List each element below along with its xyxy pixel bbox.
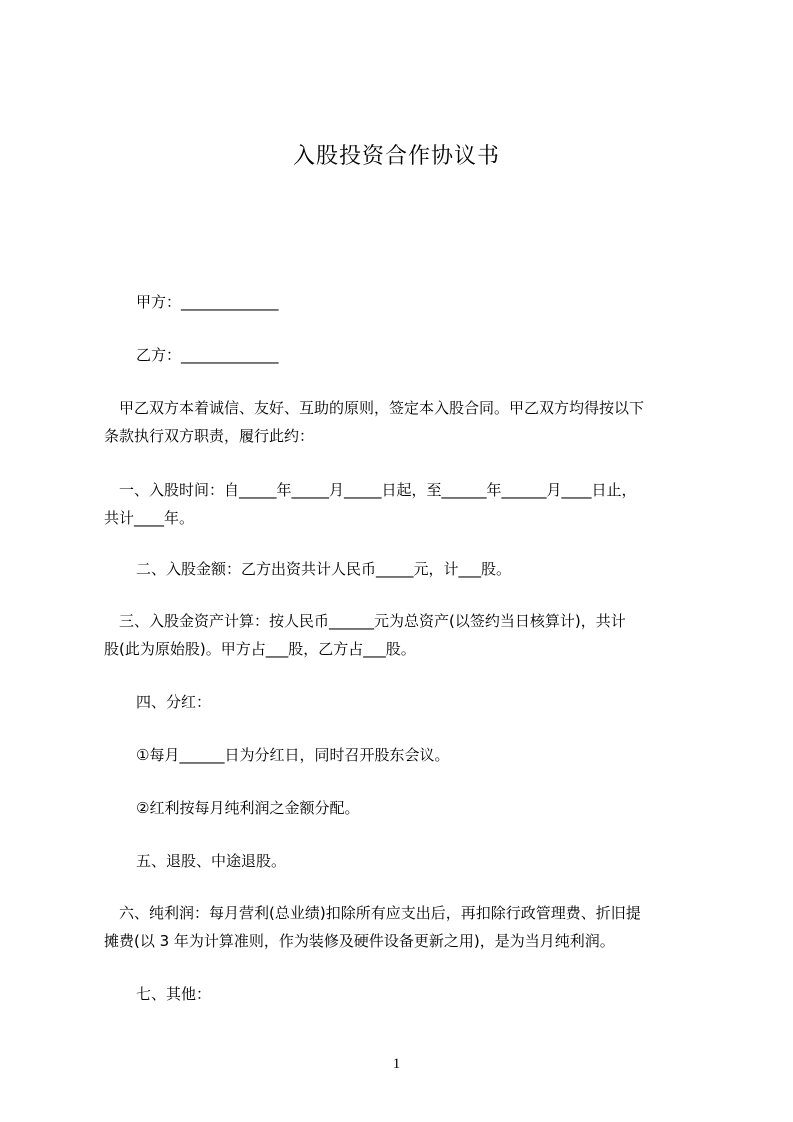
clause6-line2: 摊费(以 3 年为计算准则，作为装修及硬件设备更新之用)，是为当月纯利润。	[104, 932, 615, 950]
clause5-text: 五、退股、中途退股。	[136, 852, 287, 870]
page-number: 1	[392, 1056, 401, 1072]
intro-paragraph-line2: 条款执行双方职责，履行此约：	[104, 427, 315, 445]
clause1-line1: 一、入股时间：自_____年_____月_____日起，至______年______月____日止，	[104, 481, 637, 499]
clause2-text: 二、入股金额：乙方出资共计人民币_____元，计___股。	[136, 560, 512, 578]
party-a-line: 甲方：_____________	[136, 293, 279, 311]
clause3-line1: 三、入股金资产计算：按人民币______元为总资产(以签约当日核算计)，共计	[104, 612, 626, 630]
clause4-heading: 四、分红：	[136, 693, 212, 711]
clause4-item2: ②红利按每月纯利润之金额分配。	[136, 799, 360, 817]
clause6-line1: 六、纯利润：每月营利(总业绩)扣除所有应支出后，再扣除行政管理费、折旧提	[104, 904, 641, 922]
party-b-line: 乙方：_____________	[136, 346, 279, 364]
intro-paragraph-line1: 甲乙双方本着诚信、友好、互助的原则，签定本入股合同。甲乙双方均得按以下	[104, 399, 645, 417]
document-title: 入股投资合作协议书	[292, 144, 500, 169]
clause1-line2: 共计____年。	[104, 509, 195, 527]
clause4-item1: ①每月______日为分红日，同时召开股东会议。	[136, 746, 450, 764]
clause3-line2: 股(此为原始股)。甲方占___股，乙方占___股。	[104, 640, 416, 658]
clause7-heading: 七、其他：	[136, 985, 212, 1003]
